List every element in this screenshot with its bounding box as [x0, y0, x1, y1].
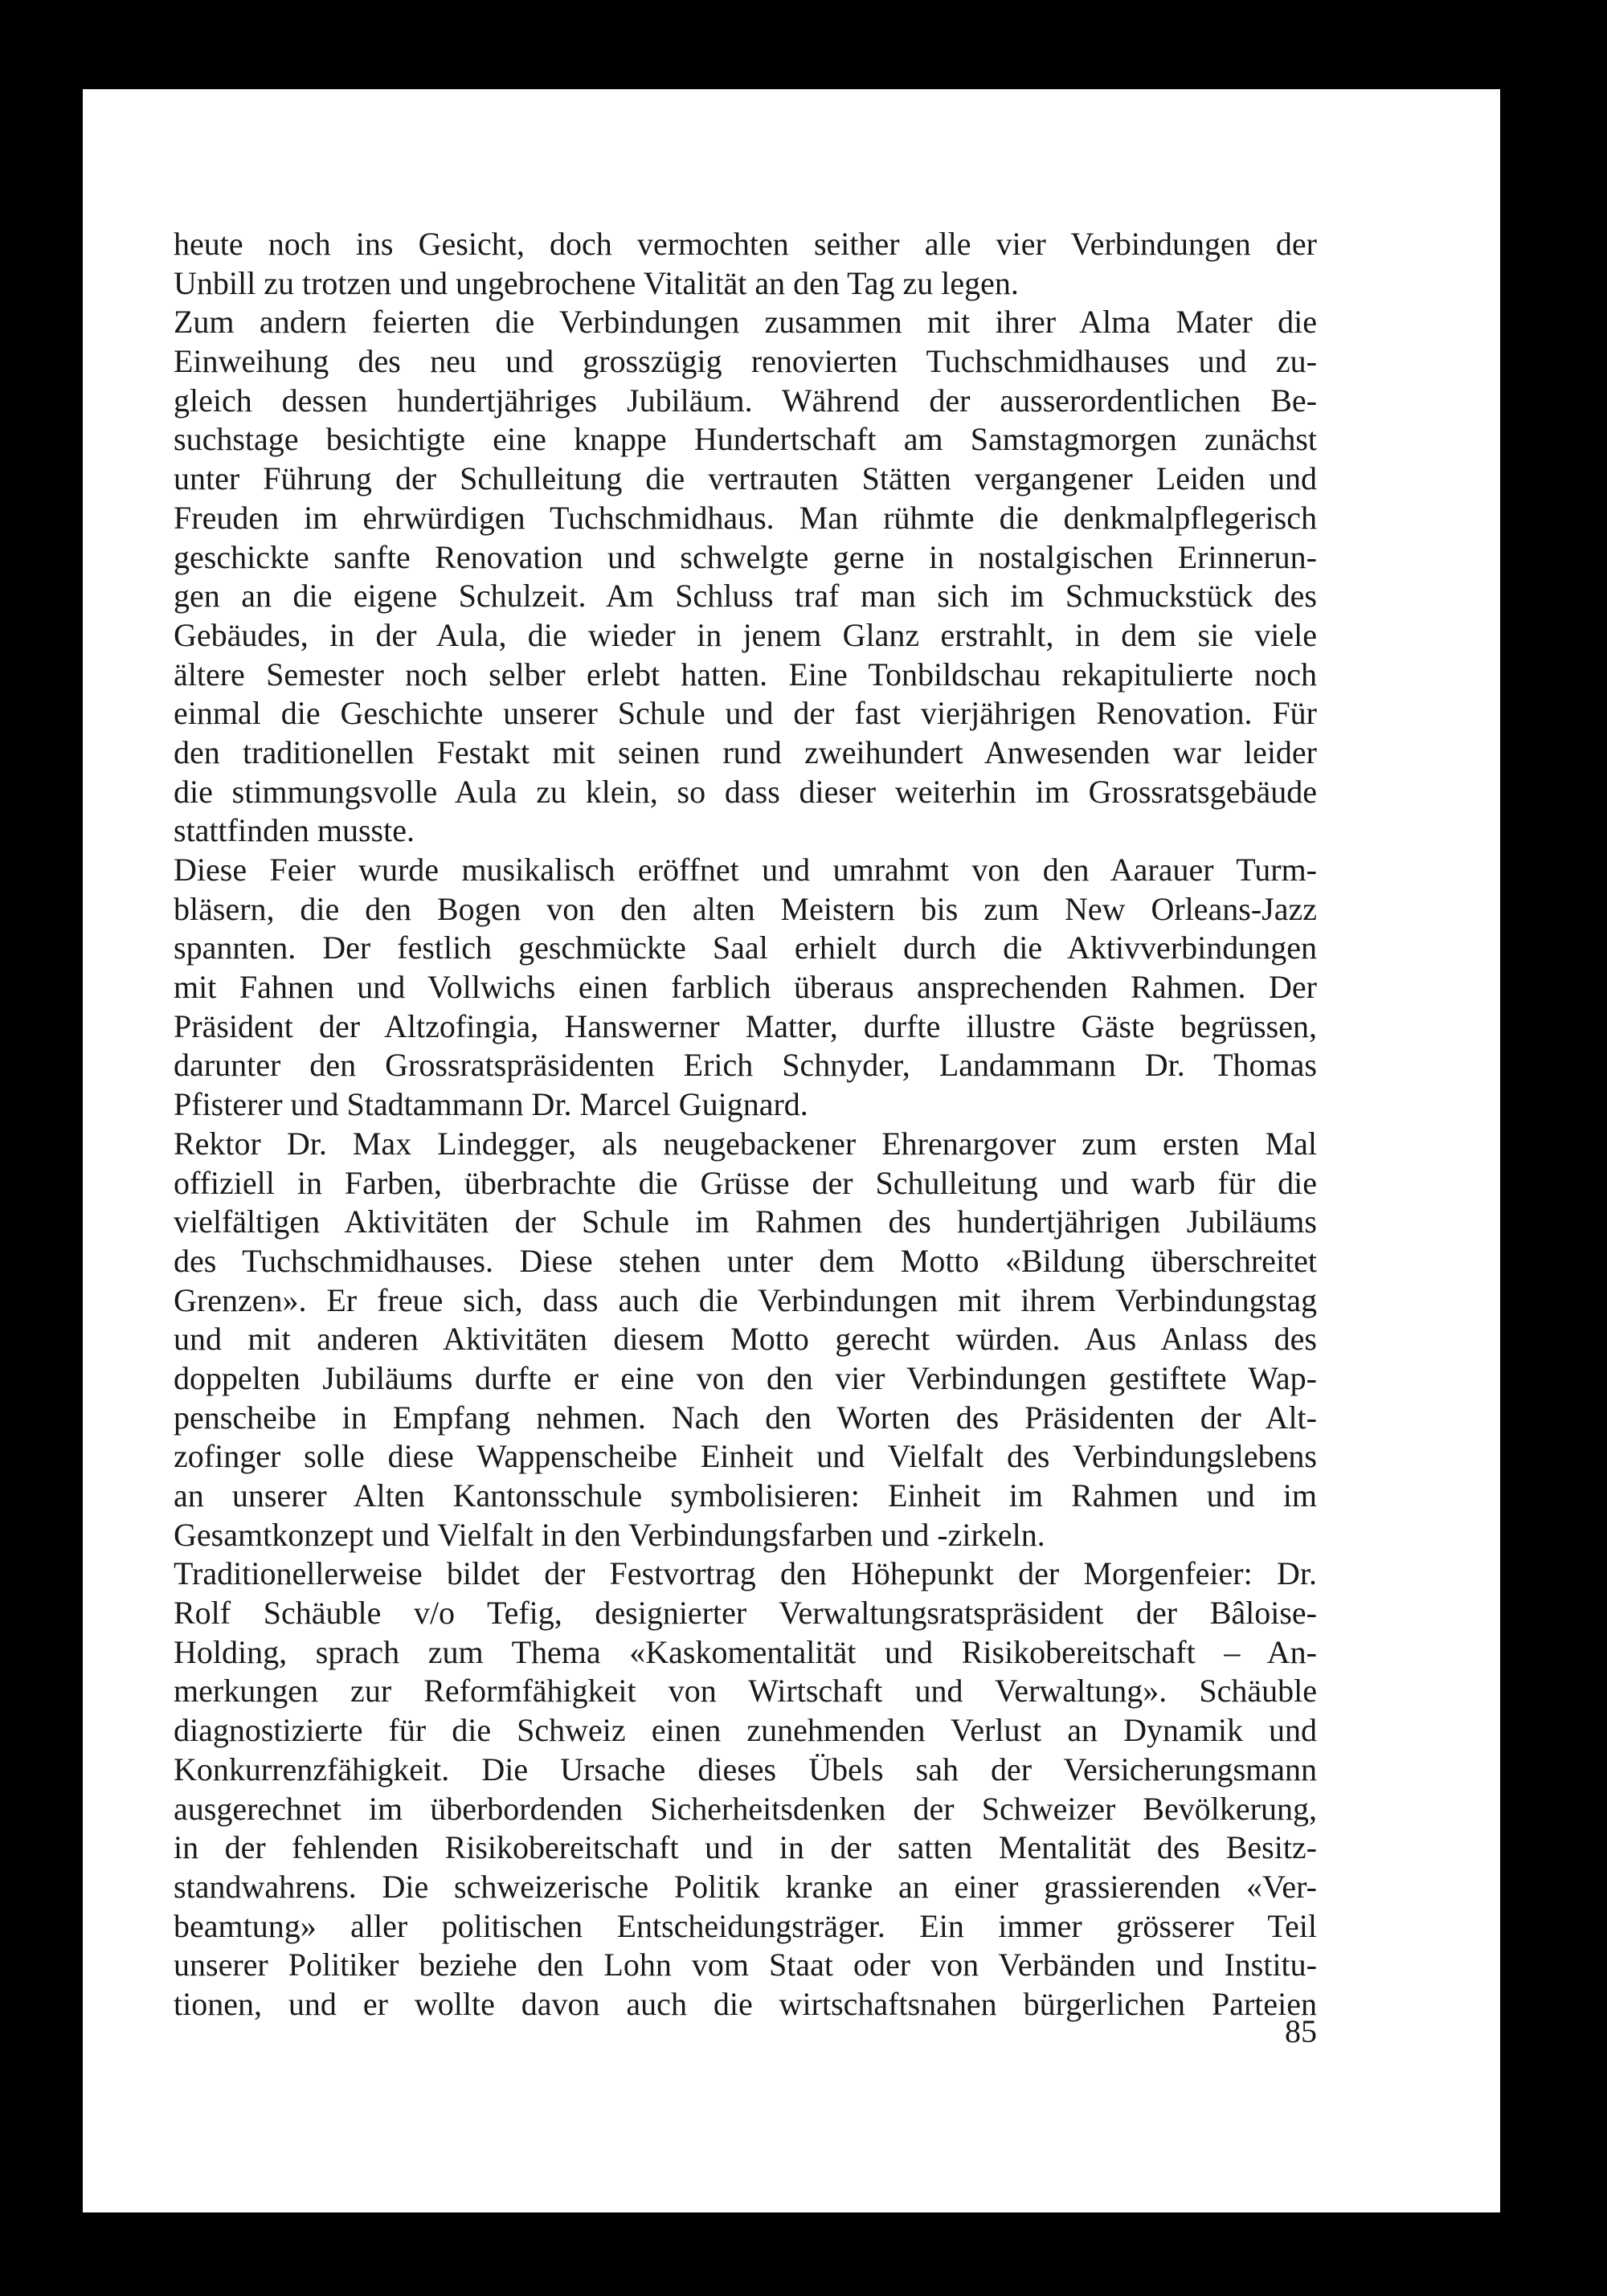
text-line: heute noch ins Gesicht, doch vermochten seither alle vier Verbindungen der — [174, 226, 1317, 262]
text-line: standwahrens. Die schweizerische Politik kranke an einer grassierenden «Ver- — [174, 1868, 1317, 1905]
text-line: beamtung» aller politischen Entscheidungsträger. Ein immer grösserer Teil — [174, 1907, 1317, 1944]
text-line: Grenzen». Er freue sich, dass auch die Verbindungen mit ihrem Verbindungstag — [174, 1281, 1317, 1318]
text-line: vielfältigen Aktivitäten der Schule im Rahmen des hundertjährigen Jubiläums — [174, 1203, 1317, 1240]
text-line: ausgerechnet im überbordenden Sicherheitsdenken der Schweizer Bevölkerung, — [174, 1790, 1317, 1827]
text-line: Pfisterer und Stadtammann Dr. Marcel Guignard. — [174, 1086, 808, 1123]
text-line: und mit anderen Aktivitäten diesem Motto gerecht würden. Aus Anlass des — [174, 1321, 1317, 1358]
text-line: doppelten Jubiläums durfte er eine von den vier Verbindungen gestiftete Wap- — [174, 1359, 1317, 1396]
text-line: suchstage besichtigte eine knappe Hundertschaft am Samstagmorgen zunächst — [174, 421, 1317, 458]
text-line: tionen, und er wollte davon auch die wirtschaftsnahen bürgerlichen Parteien — [174, 1985, 1317, 2022]
text-line: Präsident der Altzofingia, Hanswerner Matter, durfte illustre Gäste begrüssen, — [174, 1007, 1317, 1044]
text-line: ältere Semester noch selber erlebt hatten. Eine Tonbildschau rekapitulierte noch — [174, 656, 1317, 692]
text-line: Diese Feier wurde musikalisch eröffnet und umrahmt von den Aarauer Turm- — [174, 852, 1317, 888]
text-line: Rektor Dr. Max Lindegger, als neugebackener Ehrenargover zum ersten Mal — [174, 1125, 1317, 1162]
text-line: Gebäudes, in der Aula, die wieder in jenem Glanz erstrahlt, in dem sie viele — [174, 616, 1317, 653]
text-line: penscheibe in Empfang nehmen. Nach den Worten des Präsidenten der Alt- — [174, 1399, 1317, 1436]
text-line: darunter den Grossratspräsidenten Erich Schnyder, Landammann Dr. Thomas — [174, 1047, 1317, 1084]
text-line: Rolf Schäuble v/o Tefig, designierter Verwaltungsratspräsident der Bâloise- — [174, 1595, 1317, 1632]
text-line: unter Führung der Schulleitung die vertrauten Stätten vergangener Leiden und — [174, 460, 1317, 497]
text-line: diagnostizierte für die Schweiz einen zunehmenden Verlust an Dynamik und — [174, 1712, 1317, 1749]
text-line: bläsern, die den Bogen von den alten Meistern bis zum New Orleans-Jazz — [174, 890, 1317, 927]
body-text — [174, 225, 1317, 2024]
document-page — [83, 89, 1500, 2212]
text-line: unserer Politiker beziehe den Lohn vom Staat oder von Verbänden und Institu- — [174, 1947, 1317, 1983]
text-line: des Tuchschmidhauses. Diese stehen unter dem Motto «Bildung überschreitet — [174, 1242, 1317, 1279]
text-line: Einweihung des neu und grosszügig renovierten Tuchschmidhauses und zu- — [174, 343, 1317, 380]
text-line: stattfinden musste. — [174, 812, 415, 849]
text-line: Traditionellerweise bildet der Festvortrag den Höhepunkt der Morgenfeier: Dr. — [174, 1555, 1317, 1592]
text-line: einmal die Geschichte unserer Schule und der fast vierjährigen Renovation. Für — [174, 695, 1317, 732]
text-line: Holding, sprach zum Thema «Kaskomentalität und Risikobereitschaft – An- — [174, 1633, 1317, 1670]
text-line: geschickte sanfte Renovation und schwelgte gerne in nostalgischen Erinnerun- — [174, 538, 1317, 575]
text-line: die stimmungsvolle Aula zu klein, so dass dieser weiterhin im Grossratsgebäude — [174, 773, 1317, 810]
text-line: an unserer Alten Kantonsschule symbolisieren: Einheit im Rahmen und im — [174, 1477, 1317, 1514]
text-line: zofinger solle diese Wappenscheibe Einheit und Vielfalt des Verbindungslebens — [174, 1438, 1317, 1475]
text-line: Freuden im ehrwürdigen Tuchschmidhaus. Man rühmte die denkmalpflegerisch — [174, 499, 1317, 536]
text-line: mit Fahnen und Vollwichs einen farblich überaus ansprechenden Rahmen. Der — [174, 969, 1317, 1006]
text-line: Zum andern feierten die Verbindungen zusammen mit ihrer Alma Mater die — [174, 304, 1317, 341]
text-line: Unbill zu trotzen und ungebrochene Vitalität an den Tag zu legen. — [174, 264, 1019, 301]
text-line: den traditionellen Festakt mit seinen rund zweihundert Anwesenden war leider — [174, 733, 1317, 770]
text-line: Konkurrenzfähigkeit. Die Ursache dieses Übels sah der Versicherungsmann — [174, 1751, 1317, 1787]
text-line: gen an die eigene Schulzeit. Am Schluss traf man sich im Schmuckstück des — [174, 578, 1317, 615]
text-line: offiziell in Farben, überbrachte die Grüsse der Schulleitung und warb für die — [174, 1164, 1317, 1201]
text-line: gleich dessen hundertjähriges Jubiläum. Während der ausserordentlichen Be- — [174, 382, 1317, 419]
text-line: in der fehlenden Risikobereitschaft und in der satten Mentalität des Besitz- — [174, 1829, 1317, 1866]
text-line: spannten. Der festlich geschmückte Saal erhielt durch die Aktivverbindungen — [174, 929, 1317, 966]
text-line: merkungen zur Reformfähigkeit von Wirtschaft und Verwaltung». Schäuble — [174, 1673, 1317, 1710]
page-number: 85 — [1285, 2013, 1317, 2049]
text-line: Gesamtkonzept und Vielfalt in den Verbindungsfarben und -zirkeln. — [174, 1516, 1045, 1553]
